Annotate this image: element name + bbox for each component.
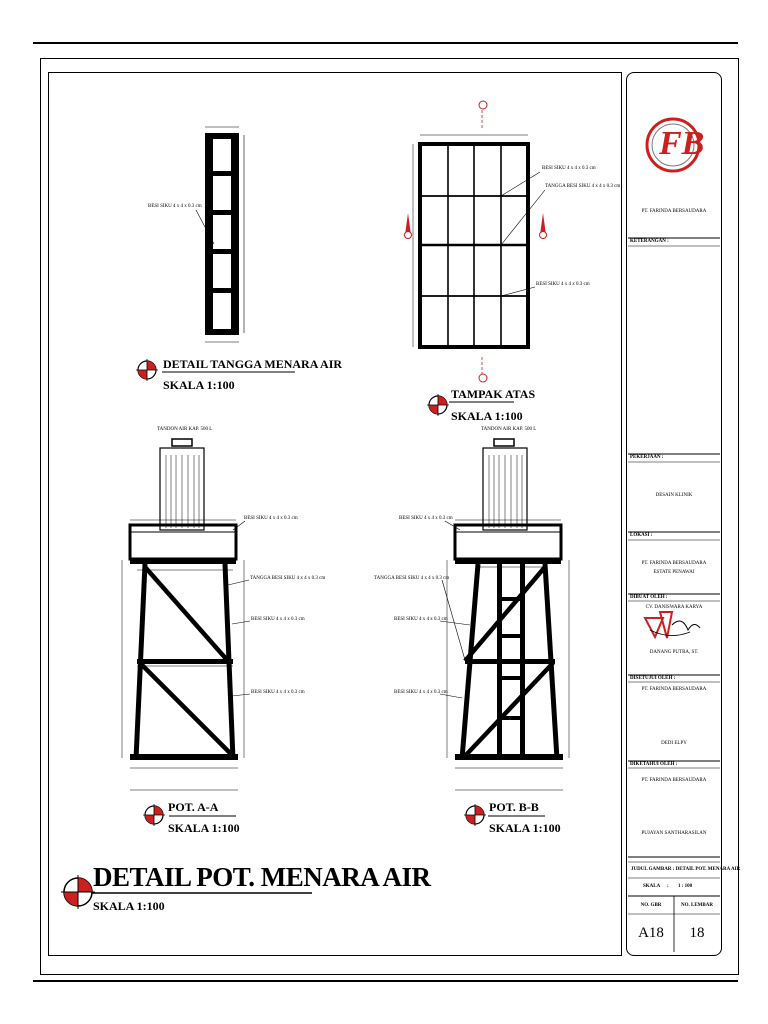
- tb-keterangan-label: KETERANGAN :: [630, 239, 669, 244]
- logo-lettering: FB: [659, 125, 705, 162]
- tb-skala-colon: :: [667, 884, 669, 889]
- top-view-note-3: BESI SIKU 4 x 4 x 0.3 cm: [536, 282, 590, 287]
- section-b-note-1: BESI SIKU 4 x 4 x 0.3 cm: [399, 516, 453, 521]
- tb-disetujui-company: PT. FARINDA BERSAUDARA: [641, 687, 707, 692]
- tb-lokasi-label: LOKASI :: [630, 533, 653, 538]
- tb-disetujui-label: DISETUJUI OLEH :: [630, 676, 676, 681]
- tb-pekerjaan-value: DESAIN KLINIK: [655, 493, 693, 498]
- tb-lokasi-value-1: PT. FARINDA BERSAUDARA: [641, 561, 707, 566]
- ladder-note: BESI SIKU 4 x 4 x 0.3 cm: [148, 204, 202, 209]
- section-a-title: POT. A-A: [168, 800, 219, 814]
- tb-pekerjaan-label: PEKERJAAN :: [630, 455, 664, 460]
- tb-diketahui-company: PT. FARINDA BERSAUDARA: [641, 778, 707, 783]
- tb-diketahui-label: DIKETAHUI OLEH :: [630, 762, 678, 767]
- section-b-note-4: BESI SIKU 4 x 4 x 0.3 cm: [394, 690, 448, 695]
- tb-skala-value: 1 : 100: [678, 884, 693, 889]
- tb-diketahui-name: PUJAYAN SANTHARASILAN: [641, 831, 707, 836]
- tb-disetujui-name: DEDI ELPY: [661, 741, 687, 746]
- section-a-note-4: BESI SIKU 4 x 4 x 0.3 cm: [251, 690, 305, 695]
- section-b-tank-label: TANDON AIR KAP. 500 L: [481, 427, 537, 432]
- section-b-scale: SKALA 1:100: [489, 821, 561, 835]
- top-view-title: TAMPAK ATAS: [451, 387, 536, 401]
- signature-stamp: [645, 612, 700, 638]
- tb-no-lembar-value: 18: [689, 925, 705, 941]
- top-view-note-2: TANGGA BESI SIKU 4 x 4 x 0.3 cm: [545, 184, 621, 189]
- ladder-scale: SKALA 1:100: [163, 378, 235, 392]
- tb-dibuat-label: DIBUAT OLEH :: [630, 595, 668, 600]
- top-view-scale: SKALA 1:100: [451, 409, 523, 423]
- tb-dibuat-name: DANANG PUTRA, ST.: [649, 650, 699, 655]
- section-b-note-2: TANGGA BESI SIKU 4 x 4 x 0.3 cm: [374, 576, 450, 581]
- tb-skala-label: SKALA: [643, 884, 661, 889]
- section-a-note-2: TANGGA BESI SIKU 4 x 4 x 0.3 cm: [250, 576, 326, 581]
- tb-no-gbr-label: NO. GBR: [640, 903, 662, 908]
- tb-no-lembar-label: NO. LEMBAR: [681, 903, 713, 908]
- section-a-note-3: BESI SIKU 4 x 4 x 0.3 cm: [251, 617, 305, 622]
- tb-company: PT. FARINDA BERSAUDARA: [641, 209, 707, 214]
- top-view: [405, 101, 547, 382]
- section-b-note-3: BESI SIKU 4 x 4 x 0.3 cm: [394, 617, 448, 622]
- tb-judul-label: JUDUL GAMBAR : DETAIL POT. MENARA AIR: [631, 867, 741, 872]
- top-view-note-1: BESI SIKU 4 x 4 x 0.3 cm: [542, 166, 596, 171]
- main-title-scale: SKALA 1:100: [93, 899, 165, 913]
- section-b-b: [440, 439, 569, 790]
- tb-dibuat-company: CV. DANISWARA KARYA: [645, 605, 703, 610]
- section-a-tank-label: TANDON AIR KAP. 500 L: [157, 427, 213, 432]
- tb-no-gbr-value: A18: [638, 925, 664, 941]
- section-a-note-1: BESI SIKU 4 x 4 x 0.3 cm: [244, 516, 298, 521]
- ladder-title: DETAIL TANGGA MENARA AIR: [163, 357, 343, 371]
- tb-lokasi-value-2: ESTATE PENAWAI: [653, 570, 695, 575]
- main-title: DETAIL POT. MENARA AIR: [93, 862, 431, 892]
- ladder-detail: [196, 127, 244, 342]
- section-a-a: [122, 439, 250, 790]
- section-b-title: POT. B-B: [489, 800, 539, 814]
- section-a-scale: SKALA 1:100: [168, 821, 240, 835]
